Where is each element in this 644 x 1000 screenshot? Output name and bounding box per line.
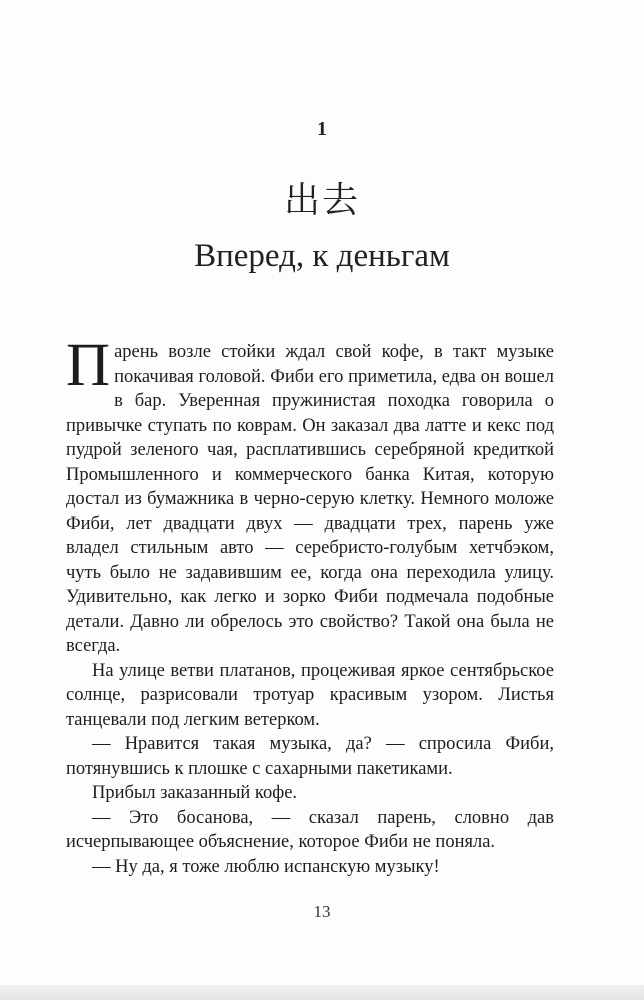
paragraph: — Нравится такая музыка, да? — спросила Фиби, потянувшись к плошке с сахарными пакетиками. xyxy=(66,734,554,779)
paragraph-text: арень возле стойки ждал свой кофе, в такт музыке покачивая головой. Фиби его приметила, едва он вошел в бар. Уверенная пружинистая походка говорила о привычке ступать по коврам. Он заказал два латте и кекс под пудрой зеленого чая, расплатившись серебряной кредиткой Промышленного и коммерческого банка Китая, которую достал из бумажника в черно-серую клетку. Немного моложе Фиби, лет двадцати двух — двадцати трех, парень уже владел стильным авто — серебристо-голубым хетчбэком, чуть было не задавившим ее, когда она переходила улицу. Удивительно, как легко и зорко Фиби подмечала подобные детали. Давно ли обрелось это свойство? Такой она была не всегда. xyxy=(66,342,554,656)
chapter-number: 1 xyxy=(317,118,327,140)
page-number: 13 xyxy=(313,902,331,921)
paragraph: Прибыл заказанный кофе. xyxy=(92,783,298,803)
chapter-chinese-title: 出去 xyxy=(283,180,360,221)
chapter-title: Вперед, к деньгам xyxy=(194,238,450,274)
page-bottom-edge xyxy=(0,985,644,1000)
paragraph xyxy=(66,332,554,659)
body-text xyxy=(66,332,554,879)
paragraph: — Ну да, я тоже люблю испанскую музыку! xyxy=(92,856,440,877)
paragraph: На улице ветви платанов, процеживая яркое сентябрьское солнце, разрисовали тротуар красивым узором. Листья танцевали под легким ветерком. xyxy=(66,660,554,730)
paragraph: — Это босанова, — сказал парень, словно дав исчерпывающее объяснение, которое Фиби не поняла. xyxy=(66,807,554,852)
dropcap-letter: П xyxy=(66,332,111,399)
